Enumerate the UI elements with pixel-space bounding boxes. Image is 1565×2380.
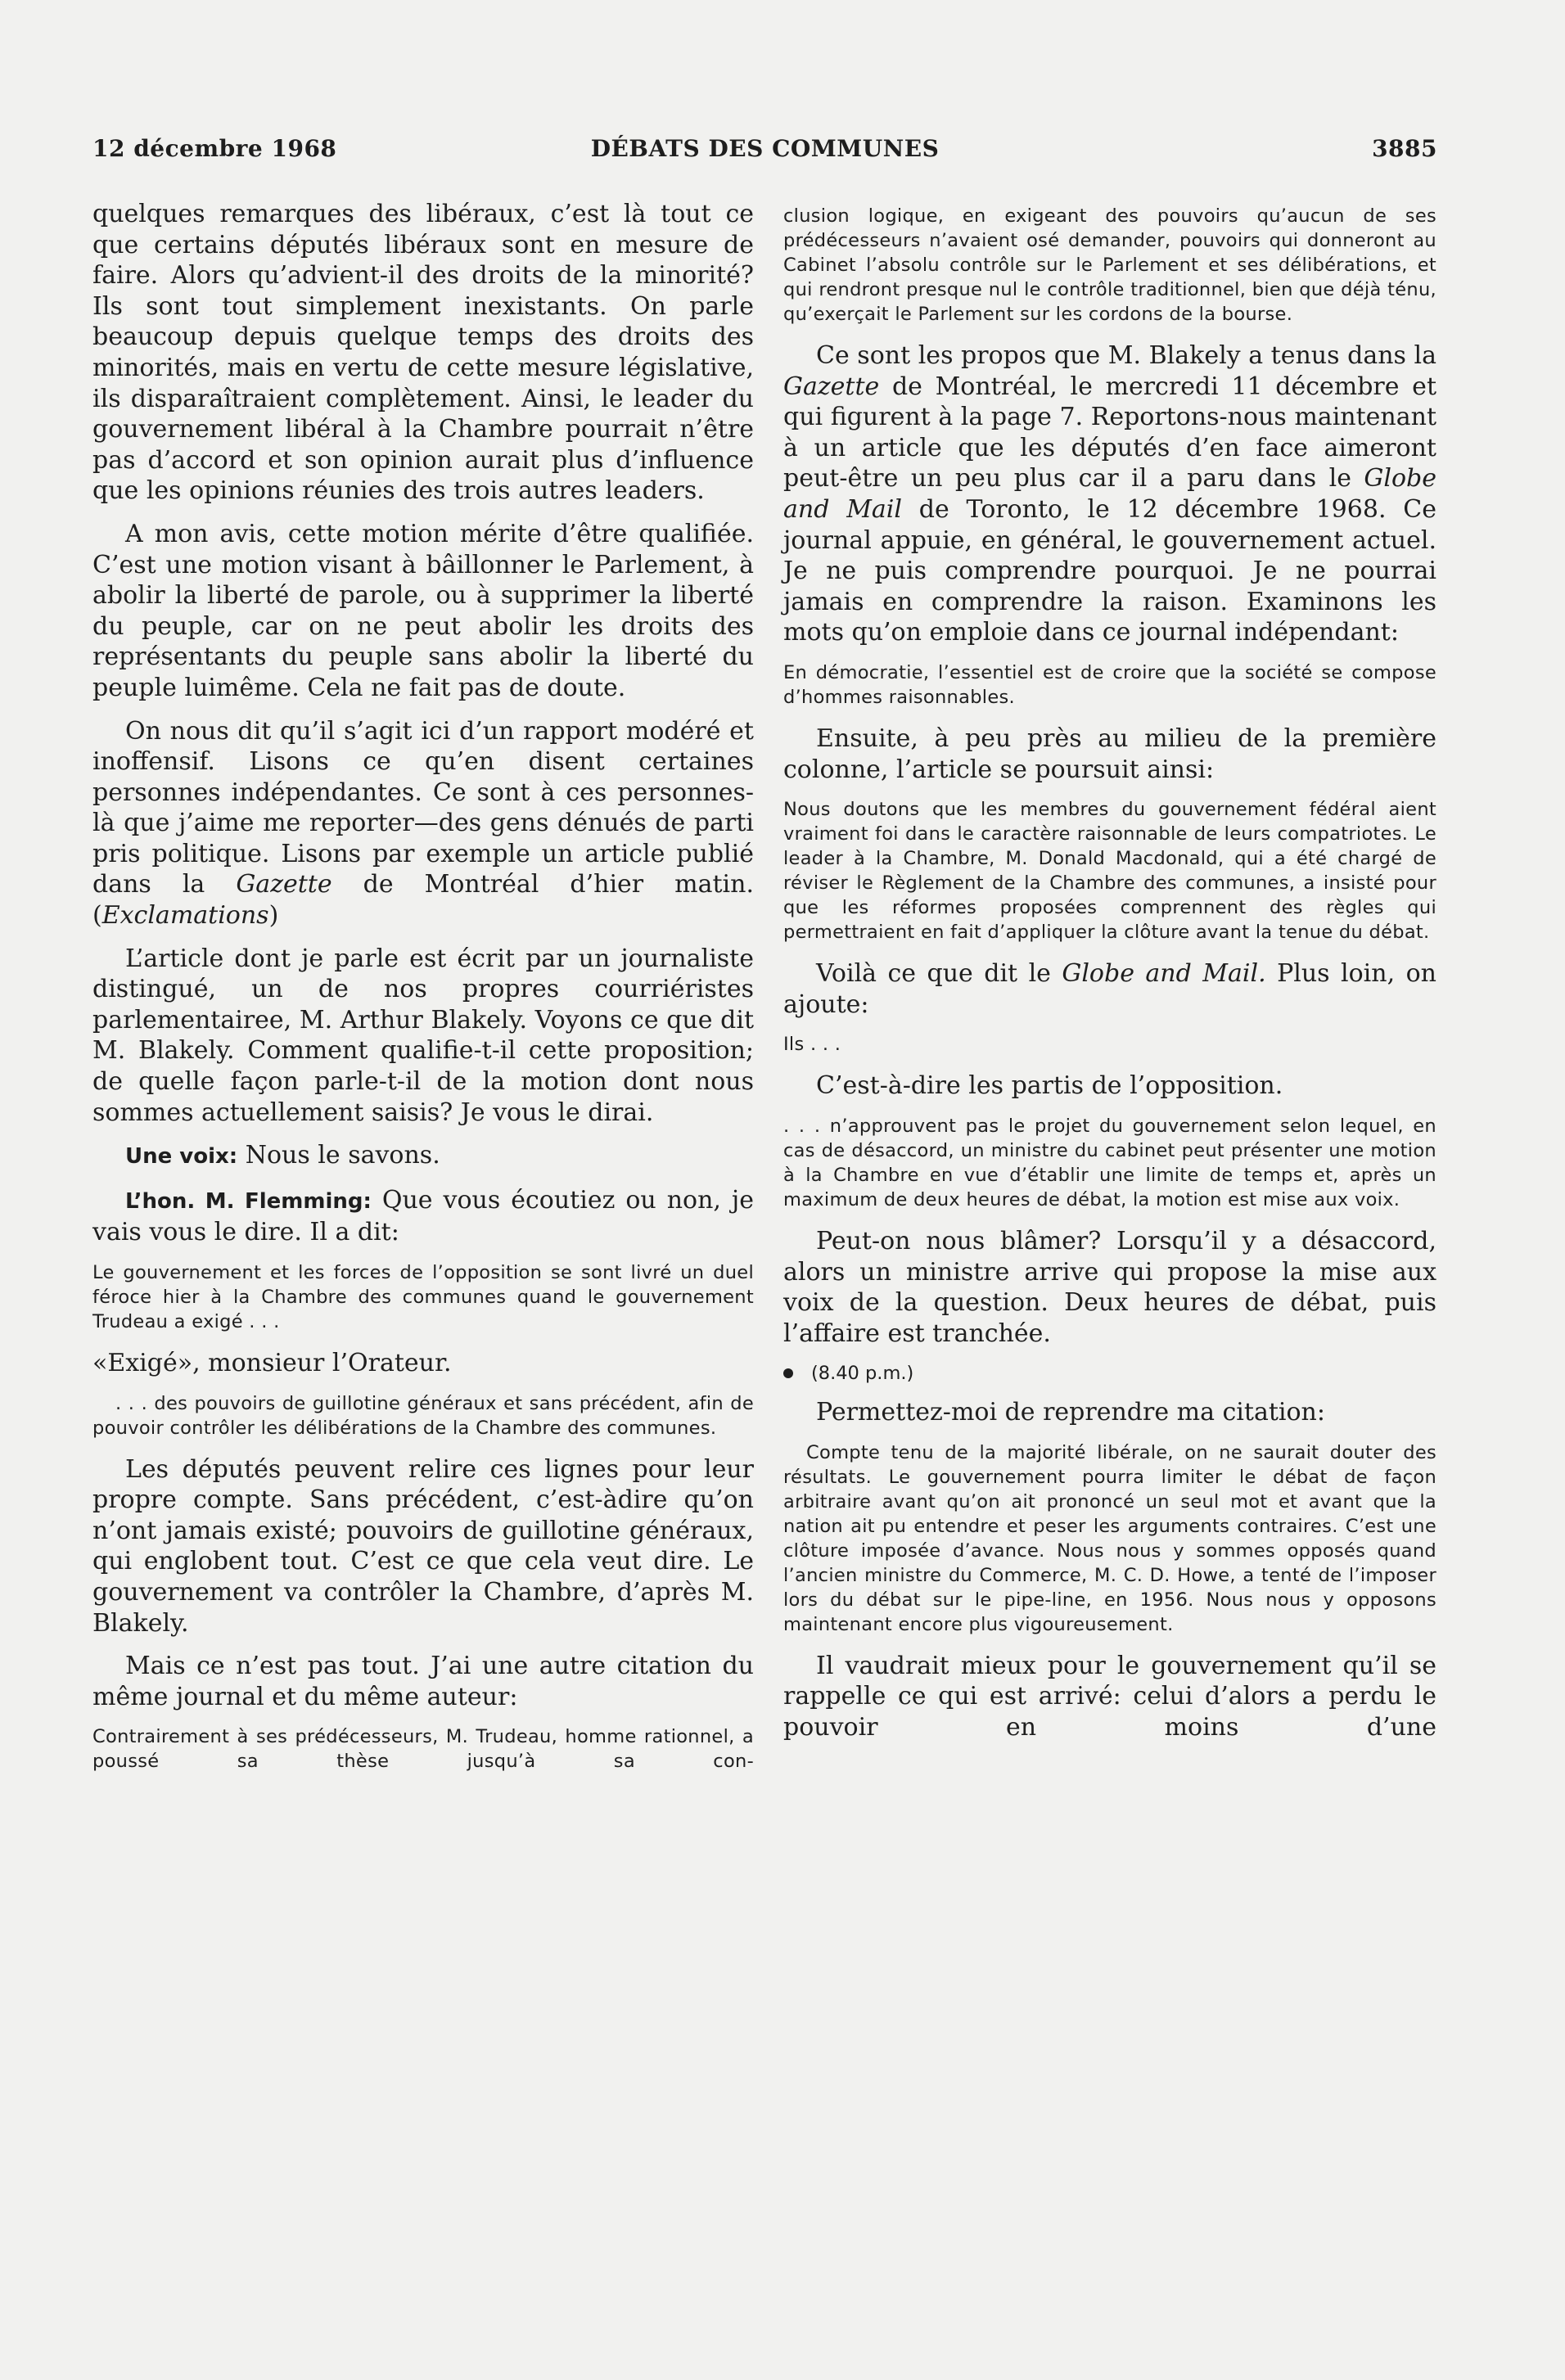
speech-turn [92,1185,754,1248]
quotation: Ils . . . [783,1034,841,1056]
page-header [92,135,1437,171]
newspaper-name: Gazette [783,372,880,401]
quotation: Le gouvernement et les forces de l’opposition se sont livré un duel féroce hier à la Chambre des communes quand le gouvernement Trudeau a exigé . . . [92,1262,754,1332]
speech-text: Nous le savons. [237,1141,440,1170]
time-stamp: (8.40 p.m.) [811,1363,914,1385]
paragraph: Les députés peuvent relire ces lignes pour leur propre compte. Sans précédent, c’est-àdire qu’on n’ont jamais existé; pouvoirs de guillotine généraux, qui englobent tout. C’est ce que cela veut dire. Le gouvernement va contrôler la Chambre, d’après M. Blakely. [92,1454,754,1638]
text-run: de Montréal, le mercredi 11 décembre et qui figurent à la page 7. Reportons-nous maintenant à un article que les députés d’en face aimeront peut-être un peu plus car il a paru dans le [783,372,1436,494]
quotation: . . . des pouvoirs de guillotine généraux et sans précédent, afin de pouvoir contrôler les délibérations de la Chambre des communes. [92,1392,754,1439]
paragraph: Ensuite, à peu près au milieu de la première colonne, l’article se poursuit ainsi: [783,723,1436,784]
text-run: Plus loin, on ajoute: [783,959,1436,1019]
page-number: 3885 [1372,135,1437,162]
left-column [92,199,754,1787]
paragraph [783,958,1436,1020]
quotation: En démocratie, l’essentiel est de croire que la société se compose d’hommes raisonnables. [783,661,1436,708]
quotation: Nous doutons que les membres du gouvernement fédéral aient vraiment foi dans le caractère raisonnable de leurs compatriotes. Le leader à la Chambre, M. Donald Macdonald, qui a été chargé de réviser le Règlement de la Chambre des communes, a insisté pour que les réformes proposées comprennent des règles qui permettraient en fait d’appliquer la clôture avant la tenue du débat. [783,799,1436,944]
right-column [783,199,1436,1756]
paragraph [92,716,754,931]
newspaper-name: Gazette [236,870,332,899]
text-run: Voilà ce que dit le [816,959,1062,989]
text-run: de Montréal d’hier matin. ( [92,870,754,931]
time-marker [783,1361,1436,1386]
speaker-name: Une voix: [125,1144,238,1170]
newspaper-name: Globe and Mail [783,464,1436,524]
text-run: Ce sont les propos que M. Blakely a tenus dans la [816,341,1436,370]
stage-direction: Exclamations [101,901,269,931]
bullet-icon [783,1368,793,1378]
header-title: DÉBATS DES COMMUNES [590,135,940,162]
quotation: Contrairement à ses prédécesseurs, M. Trudeau, homme rationnel, a poussé sa thèse jusqu’à sa con- [92,1726,754,1773]
paragraph: Peut-on nous blâmer? Lorsqu’il y a désaccord, alors un ministre arrive qui propose la mise aux voix de la question. Deux heures de débat, puis l’affaire est tranchée. [783,1226,1436,1348]
quotation: Compte tenu de la majorité libérale, on ne saurait douter des résultats. Le gouvernement pourra limiter le débat de façon arbitraire avant qu’on ait prononcé un seul mot et avant que la nation ait pu entendre et peser les arguments contraires. C’est une clôture imposée d’avance. Nous nous y sommes opposés quand l’ancien ministre du Commerce, M. C. D. Howe, a tenté de l’imposer lors du débat sur le pipe-line, en 1956. Nous nous y opposons maintenant encore plus vigoureusement. [783,1441,1436,1635]
quotation: . . . n’approuvent pas le projet du gouvernement selon lequel, en cas de désaccord, un ministre du cabinet peut présenter une motion à la Chambre en vue d’établir une limite de temps et, après un maximum de deux heures de débat, la motion est mise aux voix. [783,1115,1436,1210]
paragraph: Il vaudrait mieux pour le gouvernement qu’il se rappelle ce qui est arrivé: celui d’alors a perdu le pouvoir en moins d’une [783,1651,1436,1742]
speech-text: Que vous écoutiez ou non, je vais vous le dire. Il a dit: [92,1185,754,1247]
speaker-name: L’hon. M. Flemming: [125,1188,372,1214]
text-run: On nous dit qu’il s’agit ici d’un rapport modéré et inoffensif. Lisons ce qu’en disent certaines personnes indépendantes. Ce sont à ces personnes-là que j’aime me reporter—des gens dénués de parti pris politique. Lisons par exemple un article publié dans la [92,716,754,899]
speech-turn [92,1140,754,1173]
paragraph: L’article dont je parle est écrit par un journaliste distingué, un de nos propres courriéristes parlementairee, M. Arthur Blakely. Voyons ce que dit M. Blakely. Comment qualifie-t-il cette proposition; de quelle façon parle-t-il de la motion dont nous sommes actuellement saisis? Je vous le dirai. [92,944,754,1127]
paragraph: quelques remarques des libéraux, c’est là tout ce que certains députés libéraux sont en mesure de faire. Alors qu’advient-il des droits de la minorité? Ils sont tout simplement inexistants. On parle beaucoup depuis quelque temps des droits des minorités, mais en vertu de cette mesure législative, ils disparaîtraient complètement. Ainsi, le leader du gouvernement libéral à la Chambre pourrait n’être pas d’accord et son opinion aurait plus d’influence que les opinions réunies des trois autres leaders. [92,200,754,506]
paragraph: Mais ce n’est pas tout. J’ai une autre citation du même journal et du même auteur: [92,1652,754,1711]
paragraph: «Exigé», monsieur l’Orateur. [92,1349,452,1377]
paragraph: A mon avis, cette motion mérite d’être qualifiée. C’est une motion visant à bâillonner le Parlement, à abolir la liberté de parole, ou à supprimer la liberté du peuple, car on ne peut abolir les droits des représentants du peuple sans abolir la liberté du peuple luimême. Cela ne fait pas de doute. [92,519,754,702]
text-run: ) [268,901,279,931]
text-run: de Toronto, le 12 décembre 1968. Ce journal appuie, en général, le gouvernement actuel. Je ne puis comprendre pourquoi. Je ne pourrai jamais en comprendre la raison. Examinons les mots qu’on emploie dans ce journal indépendant: [783,494,1436,647]
newspaper-name: Globe and Mail. [1062,959,1266,989]
paragraph: Permettez-moi de reprendre ma citation: [816,1398,1325,1427]
paragraph [783,340,1436,648]
paragraph: C’est-à-dire les partis de l’opposition. [816,1071,1283,1101]
header-date: 12 décembre 1968 [92,135,337,162]
quotation: clusion logique, en exigeant des pouvoirs qu’aucun de ses prédécesseurs n’avaient osé demander, pouvoirs qui donneront au Cabinet l’absolu contrôle sur le Parlement et ses délibérations, et qui rendront presque nul le contrôle traditionnel, bien que déjà ténu, qu’exerçait le Parlement sur les cordons de la bourse. [783,205,1436,325]
